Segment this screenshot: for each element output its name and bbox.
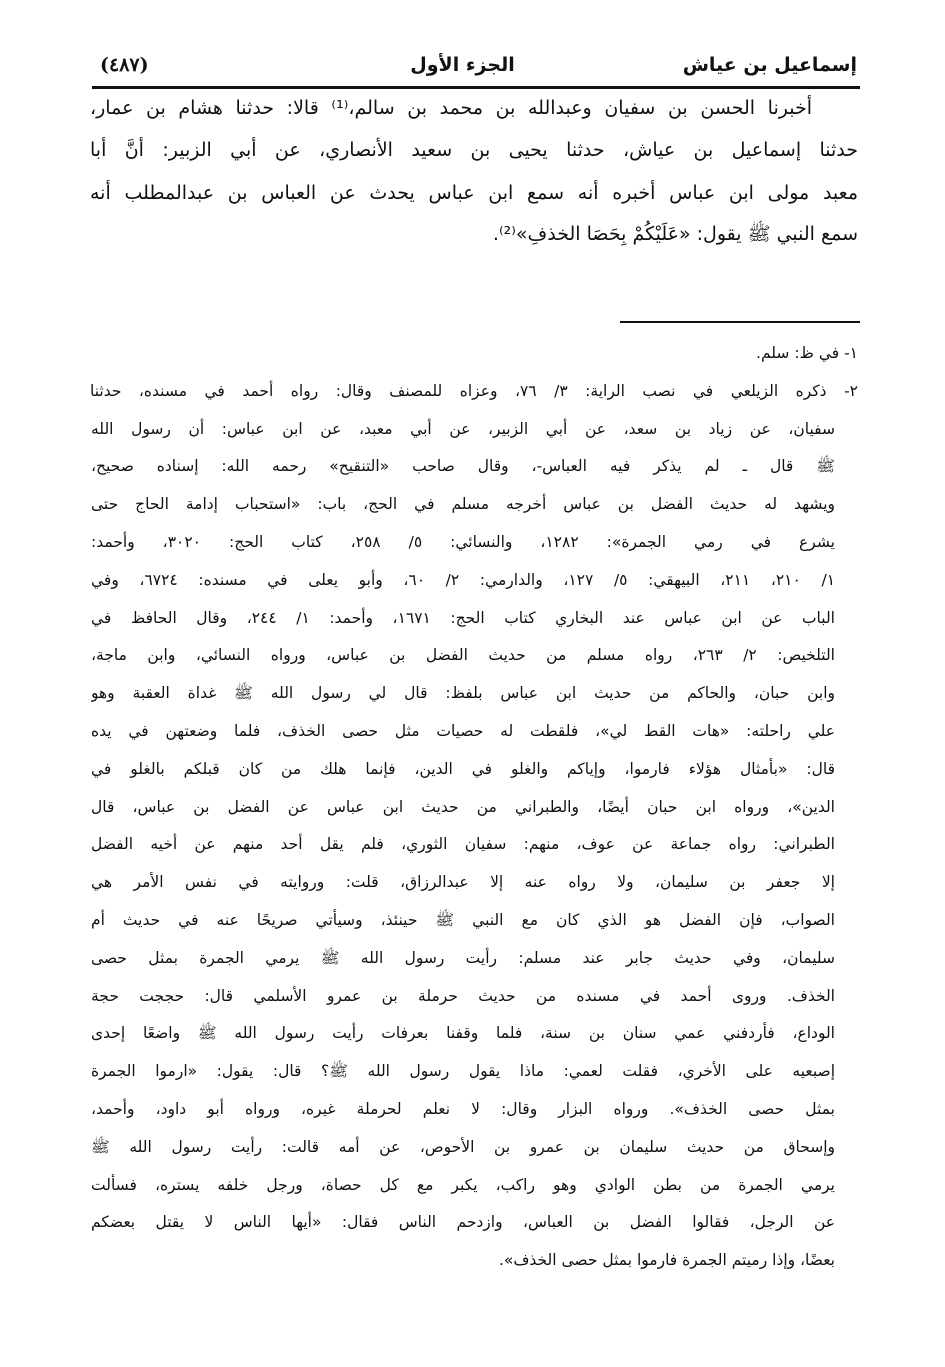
footnote-line: الصواب، فإن الفضل هو الذي كان مع النبي ﷺ حينئذ، وسيأتي صريحًا عنه في حديث أم bbox=[91, 911, 835, 929]
main-text-line: أخبرنا الحسن بن سفيان وعبدالله بن محمد بن سالم،⁽¹⁾ قالا: حدثنا هشام بن عمار، bbox=[90, 97, 812, 119]
header-rule bbox=[92, 86, 860, 89]
footnote-line: إلا جعفر بن سليمان، ولا رواه عنه إلا عبدالرزاق، قلت: وروايته في نفس الأمر هي bbox=[91, 873, 835, 892]
footnote-line: الدين»، ورواه ابن حبان أيضًا، والطبراني من حديث ابن عباس عن الفضل بن عباس، قال bbox=[91, 797, 835, 816]
footnote-line: عن الرجل، فقالوا الفضل بن العباس، وازدحم الناس فقال: «أيها الناس لا يقتل بعضكم bbox=[91, 1213, 835, 1232]
footnote-line: يرمي الجمرة من بطن الوادي وهو راكب، يكبر مع كل حصاة، ورجل خلفه يستره، فسألت bbox=[91, 1175, 835, 1194]
footnote-line: وإسحاق من حديث سليمان بن عمرو بن الأحوص، عن أمه قالت: رأيت رسول الله ﷺ bbox=[91, 1137, 835, 1156]
footnote-line: سفيان، عن زياد بن سعد، عن أبي الزبير، عن أبي معبد، عن ابن عباس: أن رسول الله bbox=[91, 419, 835, 438]
chapter-title: إسماعيل بن عياش bbox=[682, 54, 857, 76]
footnote-line: بعضًا، وإذا رميتم الجمرة فارموا بمثل حصى الخذف». bbox=[498, 1251, 835, 1270]
footnote-line: ويشهد له حديث الفضل بن عباس أخرجه مسلم في الحج، باب: «استحباب إدامة الحاج حتى bbox=[91, 495, 835, 514]
footnote-line: علي راحلته: «هات القط لي»، فلقطت له حصيات مثل حصى الخذف، فلما وضعتهن في يده bbox=[91, 722, 835, 740]
footnote-separator bbox=[620, 321, 860, 323]
main-text-line: حدثنا إسماعيل بن عياش، حدثنا يحيى بن سعيد الأنصاري، عن أبي الزبير: أنَّ أبا bbox=[90, 139, 858, 161]
footnote-line: يشرع في رمي الجمرة»: ١٢٨٢، والنسائي: ٥/ ٢٥٨، كتاب الحج: ٣٠٢٠، وأحمد: bbox=[91, 533, 835, 551]
footnote-line: قال: «بأمثال هؤلاء فارموا، وإياكم والغلو في الدين، فإنما هلك من كان قبلكم بالغلو في bbox=[91, 759, 835, 778]
main-text-line: سمع النبي ﷺ يقول: «عَلَيْكُمْ بِحَصَا الخذفِ»⁽²⁾. bbox=[492, 223, 858, 245]
footnote-line: التلخيص: ٢/ ٢٦٣، رواه مسلم من حديث الفضل بن عباس، ورواه النسائي، وابن ماجة، bbox=[91, 646, 835, 665]
footnote-line: وابن حبان، والحاكم من حديث ابن عباس بلفظ: قال لي رسول الله ﷺ غداة العقبة وهو bbox=[91, 684, 835, 703]
footnote-line: ﷺ قال ـ لم يذكر فيه العباس-، وقال صاحب «التنقيح» رحمه الله: إسناده صحيح، bbox=[91, 457, 835, 476]
footnote-line: ١- في ظ: سلم. bbox=[756, 344, 858, 362]
footnote-line: بمثل حصى الخذف». ورواه البزار وقال: لا نعلم لحرملة غيره، ورواه أبو داود، وأحمد، bbox=[91, 1100, 835, 1118]
footnote-line: ٢- ذكره الزيلعي في نصب الراية: ٣/ ٧٦، وعزاه للمصنف وقال: رواه أحمد في مسنده، حدثنا bbox=[90, 381, 858, 400]
footnote-line: سليمان، وفي حديث جابر عند مسلم: رأيت رسول الله ﷺ يرمي الجمرة بمثل حصى bbox=[91, 948, 835, 967]
footnote-line: الخذف. وروى أحمد في مسنده من حديث حرملة بن عمرو الأسلمي قال: حججت حجة bbox=[91, 986, 835, 1005]
footnote-line: إصبعيه على الأخري، فقلت لعمي: ماذا يقول رسول الله ﷺ؟ قال: يقول: «ارموا الجمرة bbox=[91, 1062, 835, 1081]
footnote-line: ١/ ٢١٠، ٢١١، البيهقي: ٥/ ١٢٧، والدارمي: ٢/ ٦٠، وأبو يعلى في مسنده: ٦٧٢٤، وفي bbox=[91, 570, 835, 589]
footnote-line: الوداع، فأردفني عمي سنان بن سنة، فلما وقفنا بعرفات رأيت رسول الله ﷺ واضعًا إحدى bbox=[91, 1024, 835, 1043]
footnote-line: الباب عن ابن عباس عند البخاري كتاب الحج: ١٦٧١، وأحمد: ١/ ٢٤٤، وقال الحافظ في bbox=[91, 608, 835, 627]
volume-title: الجزء الأول bbox=[410, 54, 515, 76]
footnote-line: الطبراني: رواه جماعة عن عوف، منهم: سفيان الثوري، فلم يقل أحد منهم عن أخيه الفضل bbox=[91, 835, 835, 854]
page-number: (٤٨٧) bbox=[100, 54, 149, 76]
main-text-line: معبد مولى ابن عباس أخبره أنه سمع ابن عباس يحدث عن العباس بن عبدالمطلب أنه bbox=[90, 182, 858, 204]
